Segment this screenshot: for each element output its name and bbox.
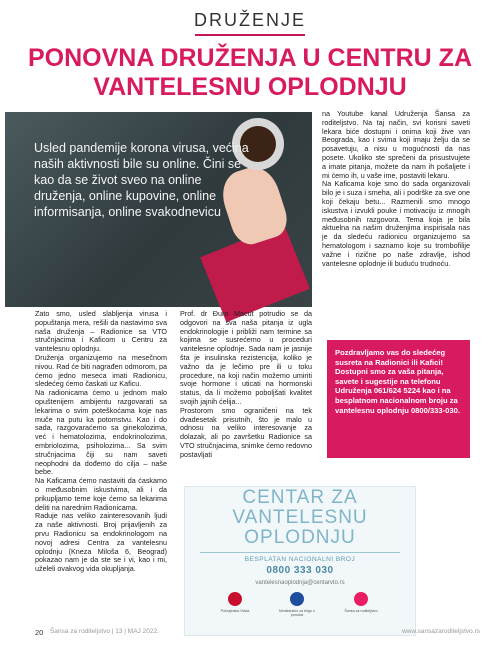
column-3 [322,110,470,268]
logo-caption: Pokrajinska Vlada [220,609,250,613]
article-title: PONOVNA DRUŽENJA U CENTRU ZA VANTELESNU OPLODNJU [28,44,472,101]
section-divider [195,34,305,36]
paragraph: Na radionicama ćemo u jednom malo opuštenijem ambijentu razgovarati sa lekarima o svim poteškoćama koje nas muče na putu ka potomstvu. Kao i do sada, razgovaraćemo sa ginekolozima, već i hematolozima, endokrinolozima, embriolozima, psiholozima... Sa svim stručnjacima čiji su nam saveti neophodni da dođemo do cilja – naše bebe. [35,388,167,477]
paragraph: Na Kaficama koje smo do sada organizovali bilo je i suza i smeha, ali i podrške za sve one koji čekaju betu... Razmenili smo mnogo iskustva i izvukli pouke i motivaciju iz mnogih međusobnih razgovora. Tema koja je bila aktuelna na našim druženjima inspirisala nas je da sledeću radionicu organizujemo sa hematologom i saznamo koje su trombofilije važne i rizične po naše zdravlje, ishod vantelesne oplodnje ili buduću trudnoću. [322,179,470,268]
ad-email[interactable]: vantelesnaoplodnja@centarvto.rs [255,580,345,586]
publication-info: Šansa za roditeljstvo | 13 | MAJ 2022. [50,628,159,635]
paragraph: Raduje nas veliko zainteresovanih ljudi za naše aktivnosti. Broj prijavljenih za prvu Radionicu sa endokrinologom na novoj adresi Centra za vantelesnu oplodnju (Kneza Miloša 6, Beograd) pokazao nam je da ste se i vi, kao i mi, uželeli ovakvog vida okupljanja. [35,511,167,574]
logo-caption: Šansa za roditeljstvo [344,609,378,613]
callout-text: Pozdravljamo vas do sledećeg susreta na Radionici ili Kafici! Dostupni smo za vaša pitanja, savete i sugestije na telefonu Udruženja 061/624 5224 kao i na besplatnom nacionalnom broju za vantelesnu oplodnju 0800/333-030. [335,348,460,415]
paragraph: Zato smo, usled slabljenja virusa i popuštanja mera, rešili da nastavimo sva naša druženja – Radionice sa VTO stručnjacima i Kaficom u Centru za vantelesnu oplodnju. [35,309,167,354]
paragraph: na Youtube kanal Udruženja Šansa za roditeljstvo. Na taj način, svi korisni saveti lekara biće dostupni i onima koji žive van Beograda, kao i svima koji imaju želju da se posavetuju, a nisu u mogućnosti da nas posete. Ukoliko ste sprečeni da prisustvujete a imate pitanja, možete da nam ih pošaljete i mi ćemo ih, u vaše ime, postaviti lekaru. [322,109,470,180]
column-2 [180,310,312,460]
ad-hotline-label: BESPLATAN NACIONALNI BROJ [244,556,356,563]
ministry-logo-icon [290,592,304,606]
ad-divider [200,552,400,553]
paragraph: Prostorom smo ograničeni na tek dvadesetak prisutnih, što je malo u odnosu na veliko interesovanje za dolazak, ali po završetku Radionice sa VTO stručnjacima, snimke ćemo redovno postavljati [180,405,312,459]
logo-caption: Ministarstvo za brigu o porodici [279,609,315,618]
page-number: 20 [35,628,44,637]
website-link[interactable]: www.sansazaroditeljstvo.rs [401,628,480,635]
ad-title: CENTAR ZA VANTELESNU OPLODNJU [232,487,368,548]
photo-caption: Usled pandemije korona virusa, većina naših aktivnosti bile su online. Čini se kao da se život sveo na online druženja, online kupovine, online informisanja, online svakodnevicu [34,141,249,219]
association-logo-icon [354,592,368,606]
paragraph: Na Kaficama ćemo nastaviti da ćaskamo o međusobnim iskustvima, ali i da prikupljamo teme koje ćemo sa lekarima deliti na narednim Radionicama. [35,476,167,512]
paragraph: Druženja organizujemo na mesečnom nivou. Rad će biti nagrađen odmorom, pa ćemo jedno meseca imati Radionicu, sledećeg ćemo časkati uz Kaficu. [35,352,167,389]
ad-phone[interactable]: 0800 333 030 [266,565,334,576]
section-label: DRUŽENJE [193,10,306,30]
government-logo-icon [228,592,242,606]
paragraph: Prof. dr Đuro Macut potrudio se da odgovori na sva naša pitanja iz ugla endokrinologije i približi nam termine sa kojima se susrećemo u proceduri vantelesne oplodnje. Sada nam je jasnije šta je insulinska rezistencija, koliko je važno da je lečimo pre ili u toku procedure, na koji način možemo umiriti svoje hormone i uticati na hormonski status, da li možemo poboljšati kvalitet svojih jajnih ćelija... [180,309,312,406]
column-1 [35,310,167,574]
